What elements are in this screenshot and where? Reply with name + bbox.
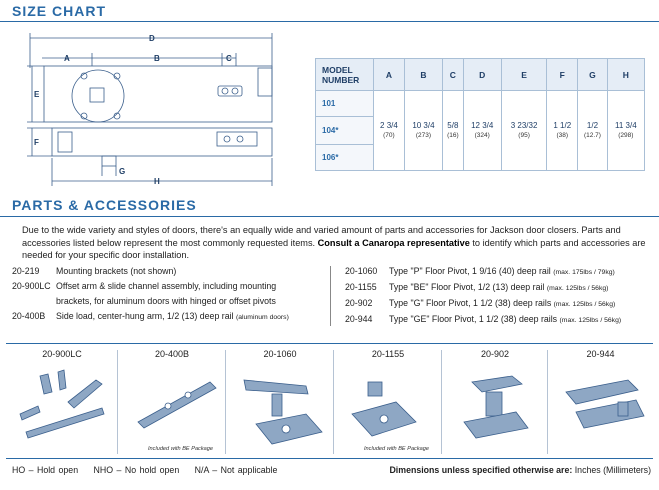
center-hung-arm-icon [118, 362, 226, 452]
col-header-d: D [463, 59, 501, 91]
value-h: 11 3/4 (298) [607, 91, 644, 171]
value-b: 10 3/4 (273) [404, 91, 442, 171]
included-note: Included with BE Package [364, 446, 429, 452]
parts-list-right [345, 264, 650, 328]
col-header-h: H [607, 59, 644, 91]
value-a: 2 3/4 (70) [374, 91, 405, 171]
part-cell-20-902 [442, 344, 548, 460]
na-legend: N/A – Not applicable [194, 465, 278, 475]
list-item: 20-219 Mounting brackets (not shown) [12, 266, 177, 276]
parts-title: PARTS & ACCESSORIES [12, 197, 197, 213]
part-cell-20-1155 [334, 344, 442, 460]
col-header-c: C [443, 59, 464, 91]
col-header-f: F [547, 59, 578, 91]
dim-label-a: A [64, 54, 70, 63]
part-code: 20-1155 [371, 349, 405, 359]
dim-label-g: G [119, 167, 126, 176]
list-item: 20-902 Type "G" Floor Pivot, 1 1/2 (38) deep rails (max. 125lbs / 56kg) [345, 298, 616, 308]
part-code: 20-1060 [263, 349, 297, 359]
value-g: 1/2 (12.7) [578, 91, 608, 171]
part-code: 20-902 [480, 349, 510, 359]
list-item: 20-900LC Offset arm & slide channel assembly, including mounting [12, 281, 277, 291]
table-row [316, 91, 645, 117]
col-header-g: G [578, 59, 608, 91]
abbreviations-legend [12, 465, 289, 475]
value-c: 5/8 (16) [443, 91, 464, 171]
dim-label-f: F [34, 138, 39, 147]
dim-label-d: D [149, 34, 155, 43]
consult-representative: Consult a Canaropa representative [317, 237, 470, 248]
part-code: 20-900LC [42, 349, 82, 359]
nho-legend: NHO – No hold open [93, 465, 180, 475]
part-cell-20-900lc [6, 344, 118, 460]
size-chart-title: SIZE CHART [12, 3, 106, 19]
dim-label-h: H [154, 177, 160, 186]
floor-pivot-g-icon [442, 362, 548, 452]
model-106: 106* [316, 145, 374, 171]
part-code: 20-944 [586, 349, 615, 359]
dimensions-note: Dimensions unless specified otherwise are: Inches (Millimeters) [389, 465, 651, 475]
model-101: 101 [316, 91, 374, 117]
part-cell-20-400b [118, 344, 226, 460]
list-item: 20-944 Type "GE" Floor Pivot, 1 1/2 (38) deep rails (max. 125lbs / 56kg) [345, 314, 622, 324]
size-chart-rule [0, 21, 659, 22]
size-table-header-row [316, 59, 645, 91]
dim-label-b: B [154, 54, 160, 63]
dim-label-e: E [34, 90, 40, 99]
parts-rule [0, 216, 659, 217]
floor-pivot-ge-icon [548, 362, 653, 452]
list-item: 20-1155 Type "BE" Floor Pivot, 1/2 (13) deep rail (max. 125lbs / 56kg) [345, 282, 609, 292]
offset-arm-icon [6, 362, 118, 452]
list-item: 20-400B Side load, center-hung arm, 1/2 (13) deep rail (aluminum doors) [12, 311, 289, 321]
floor-pivot-be-icon [334, 362, 442, 452]
included-note: Included with BE Package [148, 446, 213, 452]
door-closer-dimension-drawing [22, 28, 284, 188]
part-cell-20-1060 [226, 344, 334, 460]
value-e: 3 23/32 (95) [501, 91, 547, 171]
parts-intro: Due to the wide variety and styles of doors, there's an equally wide and varied amount of parts and accessories for Jackson door closers. Parts and accessories listed below represent the most commonly requested items. Consult a Canaropa representative to identify which parts and accessories are needed for your specific door installation. [22, 225, 646, 260]
list-item: brackets, for aluminum doors with hinged or offset pivots [56, 296, 276, 306]
model-104: 104* [316, 117, 374, 145]
value-f: 1 1/2 (38) [547, 91, 578, 171]
dim-label-c: C [226, 54, 232, 63]
ho-legend: HO – Hold open [12, 465, 79, 475]
col-header-e: E [501, 59, 547, 91]
part-code: 20-400B [154, 349, 190, 359]
parts-image-strip [6, 343, 653, 459]
col-header-a: A [374, 59, 405, 91]
part-cell-20-944 [548, 344, 653, 460]
value-d: 12 3/4 (324) [463, 91, 501, 171]
col-header-b: B [404, 59, 442, 91]
list-item: 20-1060 Type "P" Floor Pivot, 1 9/16 (40) deep rail (max. 175lbs / 79kg) [345, 266, 615, 276]
parts-list-left [12, 264, 322, 325]
model-number-header: MODEL NUMBER [316, 59, 374, 91]
floor-pivot-p-icon [226, 362, 334, 452]
size-chart-table [315, 58, 645, 171]
list-divider [330, 266, 331, 326]
